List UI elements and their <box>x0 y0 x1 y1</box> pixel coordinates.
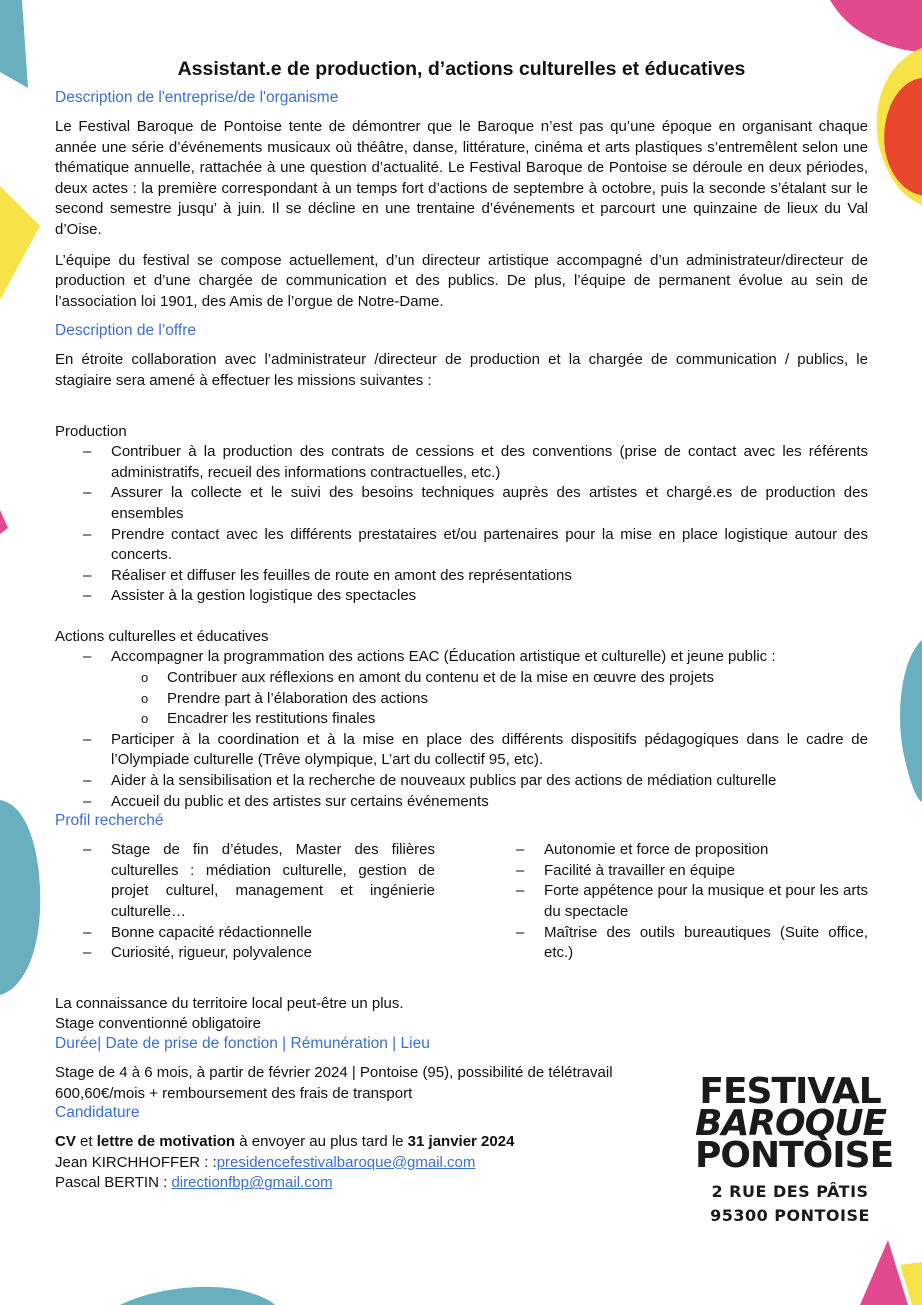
logo-address-street: 2 RUE DES PÂTIS <box>711 1182 869 1201</box>
section-heading-offer: Description de l’offre <box>55 322 197 340</box>
list-item-text: Assister à la gestion logistique des spectacles <box>111 587 417 605</box>
list-item-text: Stage de fin d’études, Master des filières culturelles : médiation culturelle, gestion de projet culturel, management et ingénierie culturelle… <box>111 841 435 920</box>
list-item-text: Autonomie et force de proposition <box>544 841 769 859</box>
list-item <box>55 586 868 607</box>
circle-marker: o <box>141 711 149 727</box>
section-heading-candidature: Candidature <box>55 1104 140 1122</box>
dash-marker: – <box>83 730 92 748</box>
duree-details <box>55 1063 695 1104</box>
teal-shape-left-bottom <box>0 800 40 995</box>
dash-marker: – <box>516 861 525 879</box>
profile-note-convention: Stage conventionné obligatoire <box>55 1015 261 1033</box>
duree-line-1: Stage de 4 à 6 mois, à partir de février 2024 | Pontoise (95), possibilité de télétravail <box>55 1063 613 1081</box>
list-item <box>55 483 868 524</box>
list-item-text: Aider à la sensibilisation et la recherche de nouveaux publics par des actions de médiation culturelle <box>111 772 777 790</box>
list-item <box>55 943 435 964</box>
yellow-shape-left <box>0 186 40 300</box>
page-title: Assistant.e de production, d’actions culturelles et éducatives <box>177 58 746 80</box>
dash-marker: – <box>516 882 525 900</box>
sublist-item <box>111 689 868 710</box>
lettre-label: lettre de motivation <box>96 1133 236 1151</box>
dash-marker: – <box>83 923 92 941</box>
contact-2-name: Pascal BERTIN : <box>55 1174 172 1192</box>
dash-marker: – <box>83 792 92 810</box>
pink-shape-top-right <box>830 0 922 52</box>
teal-shape-bottom <box>120 1287 275 1305</box>
list-item <box>55 647 868 729</box>
logo-line-pontoise: PONTOISE <box>695 1135 894 1176</box>
dash-marker: – <box>83 648 92 666</box>
circle-marker: o <box>141 670 149 686</box>
list-item <box>55 771 868 792</box>
list-item-text: Participer à la coordination et à la mise en place des différents dispositifs pédagogiques dans le cadre de l’Olympiade culturelle (Trêve olympique, L’art du collectif 95, etc). <box>111 730 868 769</box>
list-item <box>488 861 868 882</box>
profile-list-right <box>488 840 868 964</box>
list-item-text: Contribuer à la production des contrats de cessions et des conventions (prise de contact avec les référents administratifs, recueil des informations contractuelles, etc.) <box>111 443 868 481</box>
list-item <box>55 566 868 587</box>
list-item-text: Prendre contact avec les différents prestataires et/ou partenaires pour la mise en place logistique autour des concerts. <box>111 525 868 564</box>
dash-marker: – <box>83 841 92 859</box>
list-item-text: Assurer la collecte et le suivi des besoins techniques auprès des artistes et chargé.es de production des ensembles <box>111 484 868 522</box>
dash-marker: – <box>83 944 92 962</box>
list-item <box>488 840 868 861</box>
profile-columns <box>55 840 868 964</box>
list-item <box>55 730 868 771</box>
dash-marker: – <box>516 923 525 941</box>
profile-note-territory: La connaissance du territoire local peut-être un plus. <box>55 994 404 1012</box>
sublist-item <box>111 709 868 730</box>
company-paragraph-1: Le Festival Baroque de Pontoise tente de démontrer que le Baroque n’est pas qu’une époque en organisant chaque année une série d’événements musicaux où théâtre, danse, littérature, cinéma et arts plastiques s’entremêlent selon une thématique annuelle, rattachée à une question d’actualité. Le Festival Baroque de Pontoise se déroule en deux périodes, deux actes : la première correspondant à un temps fort d’actions de septembre à octobre, puis la seconde s’étalant sur le second semestre jusqu’ à juin. Il se décline en une trentaine d’événements et parcourt une quinzaine de lieux du Val d’Oise. <box>55 118 868 238</box>
duree-line-2: 600,60€/mois + remboursement des frais de transport <box>55 1084 413 1102</box>
profile-list-left <box>55 840 435 964</box>
list-item <box>55 792 868 813</box>
list-item-text: Accompagner la programmation des actions EAC (Éducation artistique et culturelle) et jeune public : <box>111 648 776 666</box>
dash-marker: – <box>516 841 525 859</box>
company-paragraph-2: L’équipe du festival se compose actuellement, d’un directeur artistique accompagné d’un administrateur/directeur de production et d’une chargée de communication et des publics. De plus, l’équipe de permanent évolue au sein de l’association loi 1901, des Amis de l’orgue de Notre-Dame. <box>55 251 868 310</box>
list-item-text: Réaliser et diffuser les feuilles de route en amont des représentations <box>111 566 572 584</box>
profile-notes <box>55 994 868 1035</box>
logo-line-festival: FESTIVAL <box>699 1071 881 1112</box>
list-item <box>55 923 435 944</box>
production-list <box>55 442 868 607</box>
list-item <box>488 881 868 922</box>
section-heading-company: Description de l'entreprise/de l'organisme <box>55 89 339 106</box>
envoyer-text: à envoyer au plus tard le <box>235 1133 408 1151</box>
dash-marker: – <box>83 525 92 543</box>
list-item-text: Forte appétence pour la musique et pour les arts du spectacle <box>544 882 868 920</box>
dash-marker: – <box>83 772 92 790</box>
festival-logo <box>695 1071 894 1228</box>
logo-address-city: 95300 PONTOISE <box>710 1206 870 1225</box>
offer-intro: En étroite collaboration avec l’administrateur /directeur de production et la chargée de communication / publics, le stagiaire sera amené à effectuer les missions suivantes : <box>55 351 868 389</box>
et-text: et <box>75 1133 97 1151</box>
dash-marker: – <box>83 587 92 605</box>
teal-shape-top-left <box>0 0 28 88</box>
circle-marker: o <box>141 690 149 706</box>
list-item <box>55 442 868 483</box>
list-item-text: Accueil du public et des artistes sur certains événements <box>111 792 489 810</box>
section-heading-duree: Durée| Date de prise de fonction | Rémunération | Lieu <box>55 1034 430 1052</box>
profile-column-right <box>488 840 868 964</box>
list-item <box>55 525 868 566</box>
list-item <box>488 923 868 964</box>
document-page <box>55 58 868 1194</box>
list-item-text: Bonne capacité rédactionnelle <box>111 923 312 941</box>
actions-list <box>55 647 868 812</box>
dash-marker: – <box>83 484 92 502</box>
list-item-text: Maîtrise des outils bureautiques (Suite office, etc.) <box>544 923 868 962</box>
contact-1-name: Jean KIRCHHOFFER : : <box>55 1153 217 1171</box>
list-item-text: Facilité à travailler en équipe <box>544 861 735 879</box>
contact-2-email-link[interactable]: directionfbp@gmail.com <box>171 1174 333 1192</box>
profile-column-left <box>55 840 435 964</box>
logo-line-baroque: BAROQUE <box>695 1103 887 1144</box>
sublist-item-text: Encadrer les restitutions finales <box>167 710 376 728</box>
list-item-text: Curiosité, rigueur, polyvalence <box>111 944 312 962</box>
subheading-actions: Actions culturelles et éducatives <box>55 627 269 645</box>
cv-label: CV <box>55 1133 76 1151</box>
teal-shape-right <box>900 640 922 802</box>
sublist-item-text: Contribuer aux réflexions en amont du contenu et de la mise en œuvre des projets <box>167 669 714 687</box>
dash-marker: – <box>83 566 92 584</box>
pink-shape-bottom-right <box>860 1240 908 1305</box>
section-heading-profile: Profil recherché <box>55 812 164 830</box>
pink-shape-left <box>0 510 8 534</box>
actions-sublist <box>111 668 868 730</box>
sublist-item <box>111 668 868 689</box>
sublist-item-text: Prendre part à l’élaboration des actions <box>167 689 428 707</box>
subheading-production: Production <box>55 422 127 440</box>
contact-1-email-link[interactable]: presidencefestivalbaroque@gmail.com <box>216 1153 476 1171</box>
list-item <box>55 840 435 922</box>
dash-marker: – <box>83 443 92 461</box>
deadline-date: 31 janvier 2024 <box>407 1133 515 1151</box>
